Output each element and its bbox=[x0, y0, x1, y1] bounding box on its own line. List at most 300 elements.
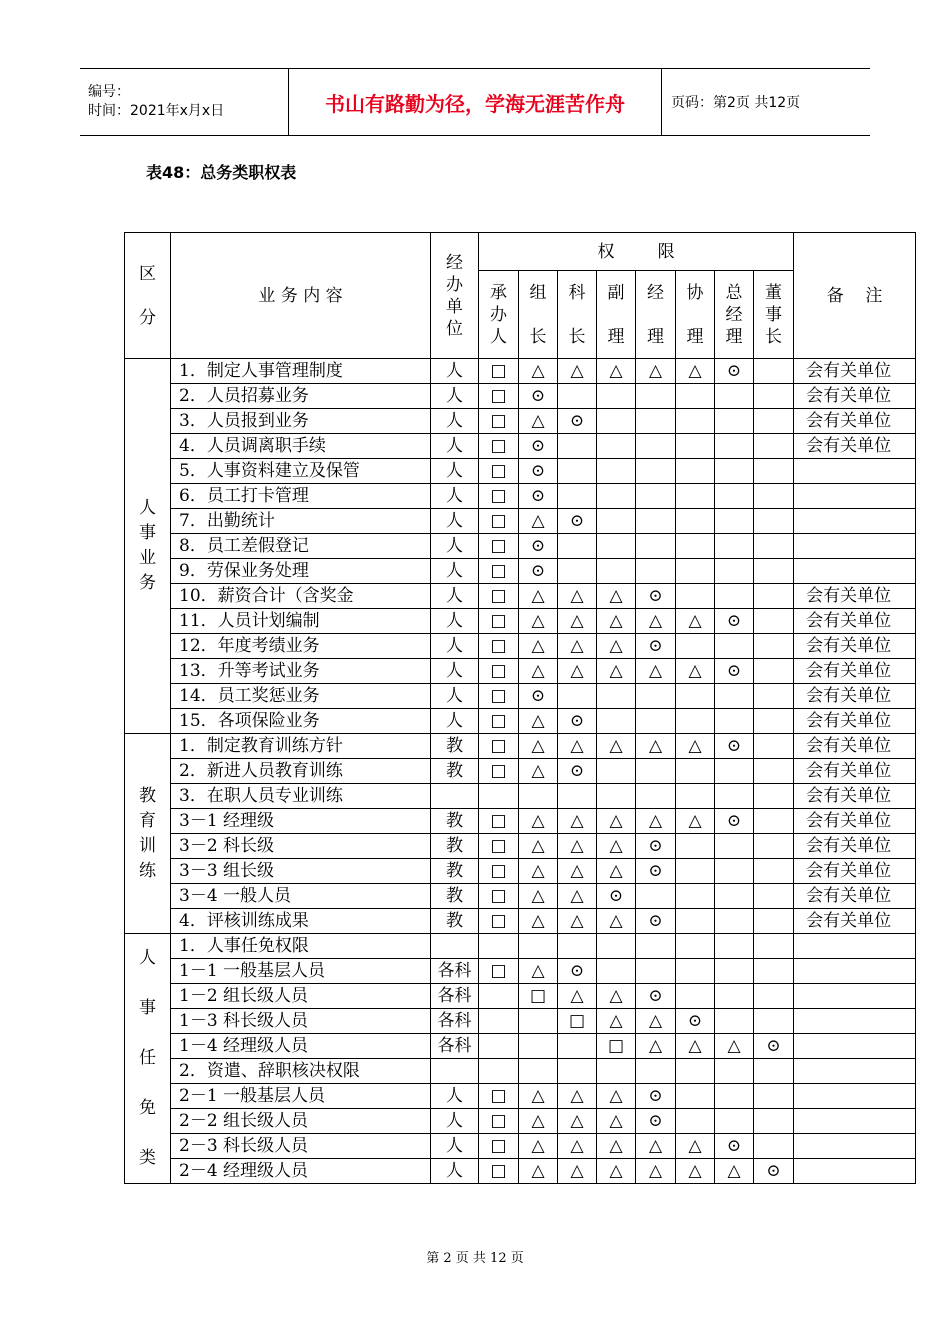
mark-cell: △ bbox=[715, 1159, 754, 1184]
item-cell: 1－1 一般基层人员 bbox=[171, 959, 431, 984]
mark-cell bbox=[676, 784, 715, 809]
item-cell: 2－2 组长级人员 bbox=[171, 1109, 431, 1134]
mark-cell bbox=[715, 534, 754, 559]
item-cell: 6．员工打卡管理 bbox=[171, 484, 431, 509]
mark-cell: □ bbox=[479, 759, 519, 784]
mark-cell: △ bbox=[597, 1134, 636, 1159]
unit-cell: 人 bbox=[431, 609, 479, 634]
header-role: 副 理 bbox=[597, 271, 636, 359]
mark-cell bbox=[754, 959, 794, 984]
mark-cell: □ bbox=[479, 609, 519, 634]
item-cell: 2－3 科长级人员 bbox=[171, 1134, 431, 1159]
table-row bbox=[125, 1159, 916, 1184]
mark-cell bbox=[636, 784, 676, 809]
mark-cell bbox=[597, 409, 636, 434]
mark-cell: □ bbox=[479, 859, 519, 884]
mark-cell: △ bbox=[519, 909, 558, 934]
mark-cell: △ bbox=[597, 1109, 636, 1134]
mark-cell bbox=[597, 534, 636, 559]
mark-cell bbox=[754, 1084, 794, 1109]
remark-cell bbox=[794, 984, 916, 1009]
mark-cell: ⊙ bbox=[558, 759, 597, 784]
mark-cell bbox=[558, 534, 597, 559]
mark-cell: □ bbox=[479, 434, 519, 459]
mark-cell: △ bbox=[519, 584, 558, 609]
mark-cell: △ bbox=[558, 359, 597, 384]
mark-cell: □ bbox=[558, 1009, 597, 1034]
mark-cell bbox=[479, 1009, 519, 1034]
mark-cell: △ bbox=[636, 609, 676, 634]
mark-cell bbox=[754, 1134, 794, 1159]
table-row bbox=[125, 609, 916, 634]
table-row bbox=[125, 459, 916, 484]
mark-cell: △ bbox=[597, 1159, 636, 1184]
mark-cell: ⊙ bbox=[558, 509, 597, 534]
mark-cell: □ bbox=[479, 359, 519, 384]
table-row bbox=[125, 1109, 916, 1134]
mark-cell: □ bbox=[479, 559, 519, 584]
mark-cell bbox=[715, 709, 754, 734]
table-row bbox=[125, 409, 916, 434]
mark-cell: ⊙ bbox=[715, 609, 754, 634]
remark-cell: 会有关单位 bbox=[794, 359, 916, 384]
mark-cell bbox=[676, 1084, 715, 1109]
mark-cell bbox=[676, 409, 715, 434]
mark-cell bbox=[676, 884, 715, 909]
mark-cell bbox=[676, 584, 715, 609]
unit-cell: 各科 bbox=[431, 1009, 479, 1034]
mark-cell bbox=[558, 384, 597, 409]
item-cell: 3－3 组长级 bbox=[171, 859, 431, 884]
mark-cell bbox=[558, 459, 597, 484]
table-row bbox=[125, 559, 916, 584]
item-cell: 11．人员计划编制 bbox=[171, 609, 431, 634]
mark-cell bbox=[715, 584, 754, 609]
remark-cell: 会有关单位 bbox=[794, 859, 916, 884]
mark-cell bbox=[519, 934, 558, 959]
table-row bbox=[125, 484, 916, 509]
mark-cell bbox=[597, 959, 636, 984]
item-cell: 4．评核训练成果 bbox=[171, 909, 431, 934]
unit-cell: 各科 bbox=[431, 1034, 479, 1059]
mark-cell: ⊙ bbox=[676, 1009, 715, 1034]
table-row bbox=[125, 1009, 916, 1034]
mark-cell: ⊙ bbox=[519, 484, 558, 509]
mark-cell bbox=[558, 934, 597, 959]
mark-cell: △ bbox=[597, 834, 636, 859]
unit-cell: 教 bbox=[431, 734, 479, 759]
mark-cell: △ bbox=[519, 709, 558, 734]
mark-cell bbox=[597, 384, 636, 409]
item-cell: 3－4 一般人员 bbox=[171, 884, 431, 909]
mark-cell bbox=[754, 1059, 794, 1084]
unit-cell: 人 bbox=[431, 534, 479, 559]
mark-cell: △ bbox=[558, 734, 597, 759]
mark-cell: △ bbox=[715, 1034, 754, 1059]
item-cell: 2．新进人员教育训练 bbox=[171, 759, 431, 784]
mark-cell: □ bbox=[597, 1034, 636, 1059]
unit-cell bbox=[431, 934, 479, 959]
unit-cell: 人 bbox=[431, 509, 479, 534]
header-authority: 权 限 bbox=[479, 233, 794, 271]
mark-cell bbox=[558, 484, 597, 509]
mark-cell: ⊙ bbox=[636, 1084, 676, 1109]
date-label: 时间：2021年x月x日 bbox=[88, 103, 225, 119]
mark-cell: △ bbox=[558, 884, 597, 909]
mark-cell: □ bbox=[479, 1084, 519, 1109]
mark-cell bbox=[479, 1034, 519, 1059]
mark-cell bbox=[636, 959, 676, 984]
unit-cell: 人 bbox=[431, 434, 479, 459]
page-footer: 第 2 页 共 12 页 bbox=[426, 1251, 524, 1266]
remark-cell bbox=[794, 1009, 916, 1034]
mark-cell: △ bbox=[676, 359, 715, 384]
mark-cell: △ bbox=[597, 609, 636, 634]
header-role: 协 理 bbox=[676, 271, 715, 359]
remark-cell bbox=[794, 509, 916, 534]
unit-cell: 人 bbox=[431, 1134, 479, 1159]
unit-cell: 人 bbox=[431, 634, 479, 659]
mark-cell: △ bbox=[558, 984, 597, 1009]
mark-cell: □ bbox=[479, 634, 519, 659]
mark-cell bbox=[597, 434, 636, 459]
item-cell: 3－2 科长级 bbox=[171, 834, 431, 859]
motto: 书山有路勤为径，学海无涯苦作舟 bbox=[289, 69, 662, 136]
remark-cell: 会有关单位 bbox=[794, 609, 916, 634]
mark-cell bbox=[636, 759, 676, 784]
mark-cell bbox=[715, 884, 754, 909]
mark-cell: ⊙ bbox=[715, 1134, 754, 1159]
mark-cell: △ bbox=[519, 634, 558, 659]
mark-cell: □ bbox=[519, 984, 558, 1009]
table-row bbox=[125, 659, 916, 684]
mark-cell: □ bbox=[479, 809, 519, 834]
unit-cell: 人 bbox=[431, 409, 479, 434]
mark-cell: □ bbox=[479, 1159, 519, 1184]
mark-cell: □ bbox=[479, 1109, 519, 1134]
mark-cell bbox=[519, 1034, 558, 1059]
mark-cell: ⊙ bbox=[636, 984, 676, 1009]
mark-cell bbox=[676, 634, 715, 659]
unit-cell: 教 bbox=[431, 834, 479, 859]
mark-cell bbox=[715, 909, 754, 934]
mark-cell bbox=[676, 459, 715, 484]
mark-cell: △ bbox=[519, 1084, 558, 1109]
mark-cell: △ bbox=[558, 1084, 597, 1109]
mark-cell: △ bbox=[676, 659, 715, 684]
mark-cell: △ bbox=[558, 909, 597, 934]
section-label: 教 育 训 练 bbox=[125, 734, 171, 934]
mark-cell bbox=[676, 859, 715, 884]
mark-cell: △ bbox=[519, 659, 558, 684]
mark-cell: △ bbox=[519, 609, 558, 634]
mark-cell: ⊙ bbox=[715, 359, 754, 384]
mark-cell: △ bbox=[676, 1034, 715, 1059]
mark-cell bbox=[715, 409, 754, 434]
unit-cell: 各科 bbox=[431, 959, 479, 984]
mark-cell: △ bbox=[597, 659, 636, 684]
mark-cell: △ bbox=[636, 1134, 676, 1159]
unit-cell: 教 bbox=[431, 759, 479, 784]
mark-cell bbox=[754, 384, 794, 409]
item-cell: 4．人员调离职手续 bbox=[171, 434, 431, 459]
number-label: 编号： bbox=[88, 84, 130, 100]
mark-cell bbox=[754, 659, 794, 684]
mark-cell bbox=[754, 634, 794, 659]
mark-cell: △ bbox=[558, 859, 597, 884]
mark-cell bbox=[754, 484, 794, 509]
mark-cell: △ bbox=[597, 1084, 636, 1109]
mark-cell bbox=[558, 784, 597, 809]
mark-cell bbox=[754, 784, 794, 809]
mark-cell: ⊙ bbox=[519, 684, 558, 709]
mark-cell bbox=[636, 409, 676, 434]
remark-cell: 会有关单位 bbox=[794, 659, 916, 684]
table-row bbox=[125, 934, 916, 959]
mark-cell bbox=[676, 959, 715, 984]
mark-cell bbox=[715, 759, 754, 784]
mark-cell: △ bbox=[558, 1159, 597, 1184]
mark-cell: ⊙ bbox=[519, 459, 558, 484]
item-cell: 15．各项保险业务 bbox=[171, 709, 431, 734]
mark-cell bbox=[715, 1009, 754, 1034]
remark-cell: 会有关单位 bbox=[794, 834, 916, 859]
mark-cell bbox=[676, 909, 715, 934]
mark-cell bbox=[636, 559, 676, 584]
mark-cell bbox=[597, 784, 636, 809]
mark-cell: △ bbox=[636, 1034, 676, 1059]
mark-cell: □ bbox=[479, 409, 519, 434]
remark-cell: 会有关单位 bbox=[794, 784, 916, 809]
mark-cell bbox=[676, 934, 715, 959]
table-row bbox=[125, 734, 916, 759]
mark-cell bbox=[715, 859, 754, 884]
table-row bbox=[125, 684, 916, 709]
mark-cell: □ bbox=[479, 709, 519, 734]
item-cell: 8．员工差假登记 bbox=[171, 534, 431, 559]
mark-cell bbox=[636, 459, 676, 484]
remark-cell bbox=[794, 934, 916, 959]
table-row bbox=[125, 909, 916, 934]
item-cell: 3．人员报到业务 bbox=[171, 409, 431, 434]
remark-cell: 会有关单位 bbox=[794, 434, 916, 459]
section-label: 人 事 任 免 类 bbox=[125, 934, 171, 1184]
mark-cell bbox=[676, 684, 715, 709]
unit-cell: 人 bbox=[431, 484, 479, 509]
unit-cell: 教 bbox=[431, 909, 479, 934]
mark-cell bbox=[715, 984, 754, 1009]
mark-cell bbox=[597, 709, 636, 734]
unit-cell: 各科 bbox=[431, 984, 479, 1009]
table-row bbox=[125, 784, 916, 809]
header-role: 科 长 bbox=[558, 271, 597, 359]
mark-cell: △ bbox=[597, 984, 636, 1009]
mark-cell: △ bbox=[519, 884, 558, 909]
mark-cell: □ bbox=[479, 684, 519, 709]
mark-cell bbox=[558, 1059, 597, 1084]
item-cell: 14．员工奖惩业务 bbox=[171, 684, 431, 709]
mark-cell bbox=[558, 434, 597, 459]
mark-cell: ⊙ bbox=[636, 584, 676, 609]
mark-cell bbox=[597, 509, 636, 534]
mark-cell bbox=[558, 559, 597, 584]
mark-cell: △ bbox=[597, 634, 636, 659]
mark-cell bbox=[715, 834, 754, 859]
mark-cell bbox=[597, 684, 636, 709]
mark-cell: △ bbox=[636, 659, 676, 684]
remark-cell: 会有关单位 bbox=[794, 634, 916, 659]
mark-cell bbox=[754, 759, 794, 784]
item-cell: 2－4 经理级人员 bbox=[171, 1159, 431, 1184]
mark-cell: △ bbox=[558, 809, 597, 834]
mark-cell bbox=[676, 534, 715, 559]
mark-cell bbox=[754, 934, 794, 959]
doc-info bbox=[80, 69, 289, 136]
unit-cell: 人 bbox=[431, 559, 479, 584]
mark-cell bbox=[597, 559, 636, 584]
mark-cell: △ bbox=[597, 359, 636, 384]
mark-cell bbox=[558, 1034, 597, 1059]
unit-cell: 人 bbox=[431, 659, 479, 684]
mark-cell: △ bbox=[519, 509, 558, 534]
mark-cell: △ bbox=[597, 859, 636, 884]
unit-cell: 人 bbox=[431, 1159, 479, 1184]
table-row bbox=[125, 384, 916, 409]
item-cell: 2－1 一般基层人员 bbox=[171, 1084, 431, 1109]
mark-cell: △ bbox=[676, 809, 715, 834]
unit-cell: 人 bbox=[431, 1109, 479, 1134]
table-row bbox=[125, 884, 916, 909]
mark-cell bbox=[754, 734, 794, 759]
remark-cell: 会有关单位 bbox=[794, 709, 916, 734]
remark-cell: 会有关单位 bbox=[794, 809, 916, 834]
item-cell: 3．在职人员专业训练 bbox=[171, 784, 431, 809]
item-cell: 3－1 经理级 bbox=[171, 809, 431, 834]
remark-cell bbox=[794, 559, 916, 584]
mark-cell bbox=[558, 684, 597, 709]
mark-cell bbox=[754, 434, 794, 459]
mark-cell bbox=[479, 784, 519, 809]
mark-cell: □ bbox=[479, 534, 519, 559]
mark-cell: △ bbox=[676, 609, 715, 634]
mark-cell: ⊙ bbox=[754, 1034, 794, 1059]
mark-cell: ⊙ bbox=[636, 634, 676, 659]
remark-cell: 会有关单位 bbox=[794, 584, 916, 609]
mark-cell: ⊙ bbox=[558, 709, 597, 734]
mark-cell: □ bbox=[479, 1134, 519, 1159]
mark-cell bbox=[754, 984, 794, 1009]
mark-cell: ⊙ bbox=[636, 1109, 676, 1134]
mark-cell bbox=[636, 684, 676, 709]
unit-cell: 人 bbox=[431, 459, 479, 484]
unit-cell: 人 bbox=[431, 1084, 479, 1109]
unit-cell: 教 bbox=[431, 809, 479, 834]
item-cell: 13．升等考试业务 bbox=[171, 659, 431, 684]
remark-cell bbox=[794, 459, 916, 484]
mark-cell: □ bbox=[479, 959, 519, 984]
mark-cell: □ bbox=[479, 484, 519, 509]
mark-cell bbox=[636, 1059, 676, 1084]
mark-cell: △ bbox=[676, 734, 715, 759]
mark-cell bbox=[754, 884, 794, 909]
mark-cell bbox=[754, 459, 794, 484]
mark-cell: △ bbox=[558, 634, 597, 659]
mark-cell: △ bbox=[519, 959, 558, 984]
header-section: 区 分 bbox=[125, 233, 171, 359]
mark-cell: ⊙ bbox=[754, 1159, 794, 1184]
mark-cell bbox=[597, 484, 636, 509]
mark-cell bbox=[676, 384, 715, 409]
table-row bbox=[125, 759, 916, 784]
mark-cell bbox=[754, 834, 794, 859]
mark-cell: △ bbox=[519, 359, 558, 384]
remark-cell bbox=[794, 534, 916, 559]
mark-cell bbox=[715, 559, 754, 584]
mark-cell bbox=[479, 1059, 519, 1084]
mark-cell bbox=[715, 509, 754, 534]
table-title: 表48：总务类职权表 bbox=[146, 163, 297, 182]
item-cell: 10．薪资合计（含奖金 bbox=[171, 584, 431, 609]
mark-cell: △ bbox=[636, 734, 676, 759]
table-row bbox=[125, 1034, 916, 1059]
mark-cell bbox=[597, 759, 636, 784]
remark-cell bbox=[794, 959, 916, 984]
mark-cell bbox=[676, 984, 715, 1009]
remark-cell: 会有关单位 bbox=[794, 909, 916, 934]
mark-cell bbox=[636, 884, 676, 909]
mark-cell: □ bbox=[479, 884, 519, 909]
mark-cell bbox=[715, 1059, 754, 1084]
unit-cell: 人 bbox=[431, 709, 479, 734]
mark-cell: ⊙ bbox=[519, 534, 558, 559]
remark-cell: 会有关单位 bbox=[794, 384, 916, 409]
header-role: 经 理 bbox=[636, 271, 676, 359]
unit-cell: 教 bbox=[431, 859, 479, 884]
mark-cell: △ bbox=[597, 809, 636, 834]
mark-cell: □ bbox=[479, 584, 519, 609]
mark-cell: △ bbox=[519, 1159, 558, 1184]
mark-cell: ⊙ bbox=[597, 884, 636, 909]
header-role: 承 办 人 bbox=[479, 271, 519, 359]
mark-cell bbox=[754, 584, 794, 609]
mark-cell bbox=[479, 934, 519, 959]
mark-cell: ⊙ bbox=[636, 859, 676, 884]
remark-cell bbox=[794, 1084, 916, 1109]
item-cell: 2．资遣、辞职核决权限 bbox=[171, 1059, 431, 1084]
mark-cell bbox=[636, 484, 676, 509]
mark-cell bbox=[597, 934, 636, 959]
mark-cell: △ bbox=[558, 834, 597, 859]
header-remark: 备 注 bbox=[794, 233, 916, 359]
mark-cell bbox=[519, 1059, 558, 1084]
mark-cell bbox=[715, 1084, 754, 1109]
mark-cell bbox=[715, 684, 754, 709]
mark-cell: ⊙ bbox=[558, 959, 597, 984]
mark-cell bbox=[715, 459, 754, 484]
mark-cell bbox=[636, 709, 676, 734]
mark-cell: □ bbox=[479, 659, 519, 684]
mark-cell bbox=[754, 909, 794, 934]
mark-cell bbox=[676, 834, 715, 859]
mark-cell: △ bbox=[519, 859, 558, 884]
mark-cell bbox=[715, 384, 754, 409]
mark-cell bbox=[676, 509, 715, 534]
mark-cell bbox=[754, 1009, 794, 1034]
header-unit: 经 办 单 位 bbox=[431, 233, 479, 359]
item-cell: 9．劳保业务处理 bbox=[171, 559, 431, 584]
mark-cell bbox=[715, 959, 754, 984]
mark-cell: □ bbox=[479, 384, 519, 409]
